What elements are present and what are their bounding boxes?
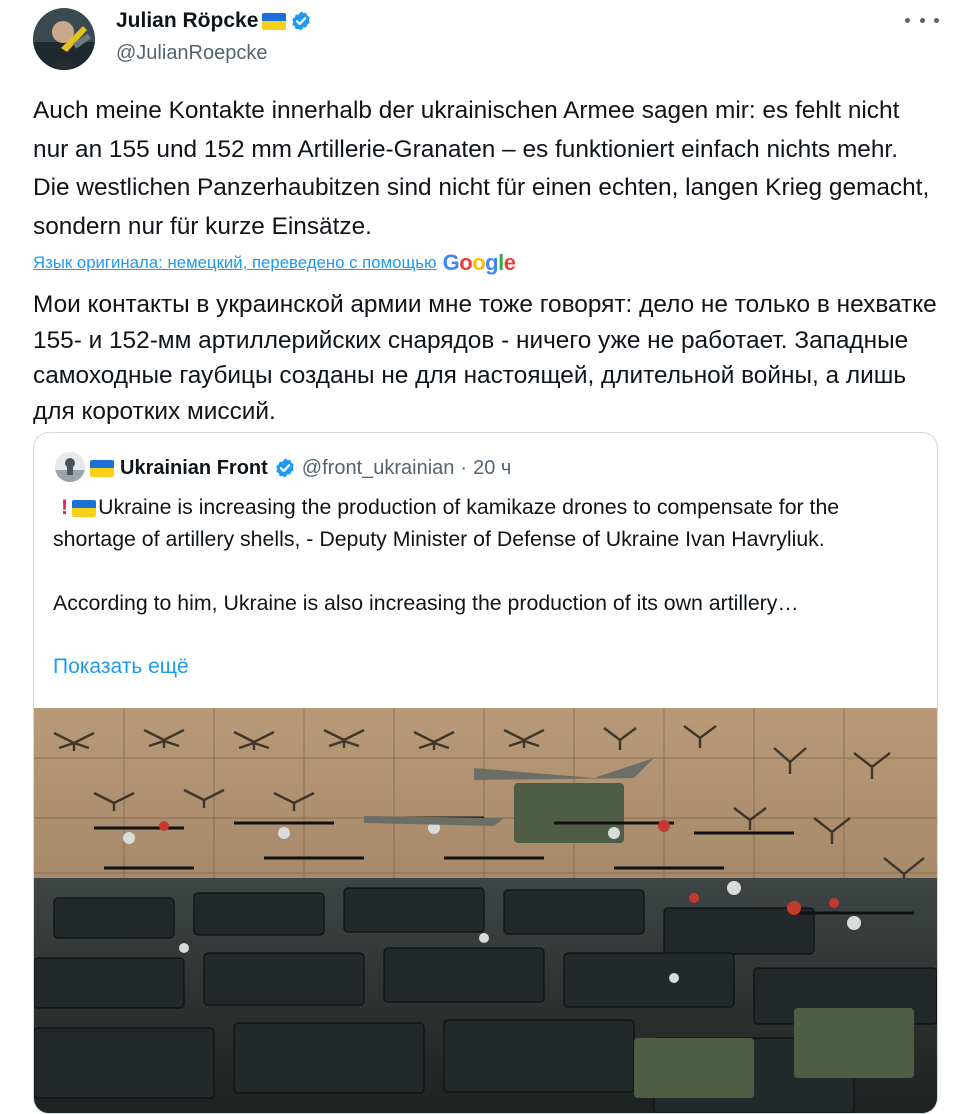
quote-author-handle[interactable]: @front_ukrainian (301, 457, 455, 479)
ukraine-flag-icon (90, 460, 114, 477)
quote-timestamp[interactable]: 20 ч (473, 457, 512, 479)
ukraine-flag-icon (262, 13, 286, 30)
meta-separator: · (460, 457, 468, 479)
drone-warehouse-photo[interactable] (34, 708, 937, 1113)
translated-text: Мои контакты в украинской армии мне тоже говорят: дело не только в нехватке 155- и 152-мм артиллерийских снарядов - ничего уже не работает. Западные самоходные гаубицы созданы не для настоящей, длительной войны, а лишь для коротких миссий. (33, 291, 937, 425)
quote-header (90, 453, 511, 483)
verified-badge-icon (290, 10, 312, 32)
quote-text (53, 491, 923, 619)
quote-text-line2: According to him, Ukraine is also increasing the production of its own artillery… (53, 591, 799, 615)
exclamation-icon: ! (61, 495, 69, 519)
tweet-text: Auch meine Kontakte innerhalb der ukrainischen Armee sagen mir: es fehlt nicht nur an 155 und 152 mm Artillerie-Granaten – es funktioniert einfach nichts mehr. Die westlichen Panzerhaubitzen sind nicht für einen echten, langen Krieg gemacht, sondern nur für kurze Einsätze. (33, 97, 930, 240)
author-avatar[interactable] (33, 8, 95, 70)
more-options-icon[interactable] (905, 10, 939, 30)
quoted-tweet-card[interactable] (33, 432, 938, 1114)
author-name[interactable]: Julian Röpcke (116, 9, 259, 32)
author-name-row[interactable] (116, 8, 312, 34)
show-more-link[interactable]: Показать ещё (53, 655, 189, 678)
ukraine-flag-icon (72, 500, 96, 517)
verified-badge-icon (274, 457, 296, 479)
quote-text-line1: Ukraine is increasing the production of kamikaze drones to compensate for the shortage of artillery shells, - Deputy Minister of Defense of Ukraine Ivan Havryliuk. (53, 495, 840, 551)
quote-author-avatar[interactable] (55, 452, 85, 482)
translation-note (33, 251, 515, 275)
translation-source-link[interactable]: Язык оригинала: немецкий, переведено с помощью (33, 253, 437, 272)
quote-author-name[interactable]: Ukrainian Front (120, 457, 268, 479)
author-handle[interactable]: @JulianRoepcke (116, 42, 268, 64)
google-logo: Google (442, 250, 516, 275)
